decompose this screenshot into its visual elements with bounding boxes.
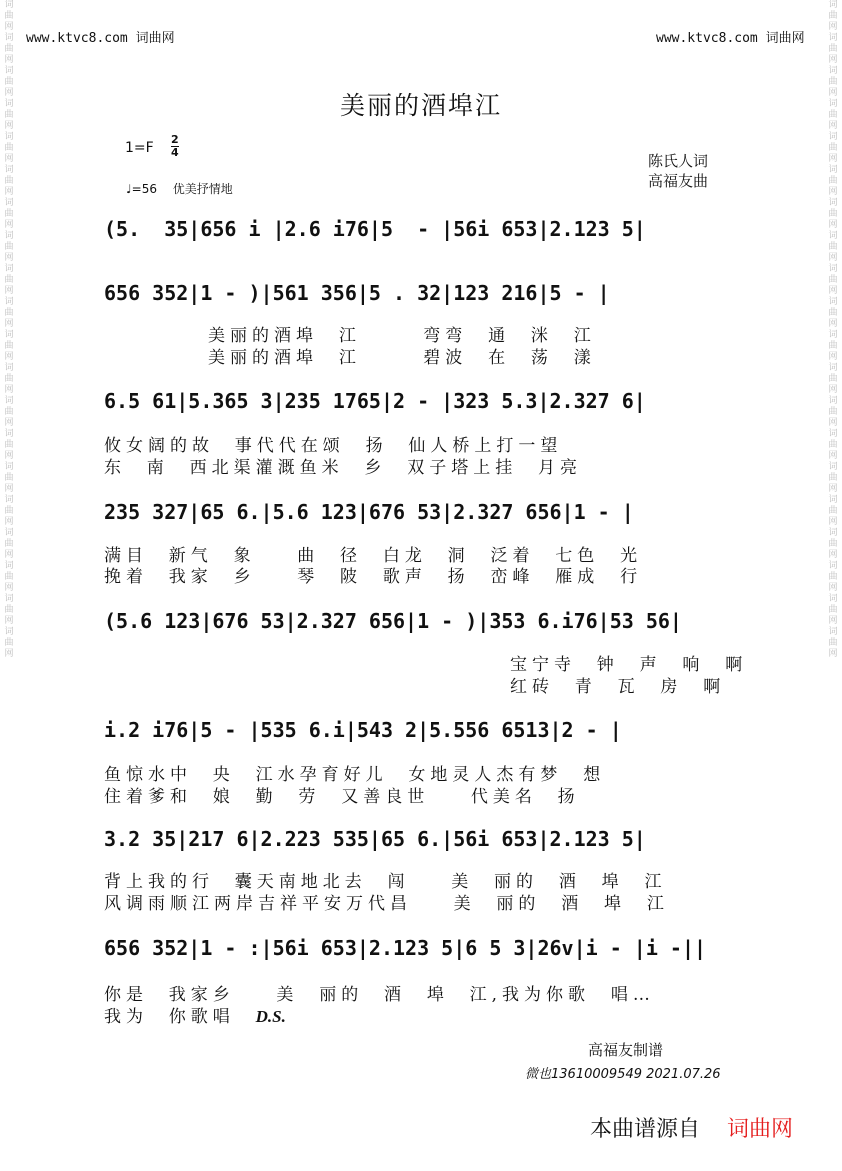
score-row-3: 6.5 61|5.365 3|235 1765|2 - |323 5.3|2.327 6| [104, 389, 646, 413]
score-row-1: (5. 35|656 i |2.6 i76|5 - |56i 653|2.123 5| [104, 217, 646, 241]
lyric-row-7-verse-1: 背上我的行 囊天南地北去 闯 美 丽的 酒 埠 江 [104, 872, 667, 892]
song-title: 美丽的酒埠江 [339, 91, 502, 120]
lyric-row-8-verse-2 [104, 1002, 744, 1027]
tempo-marking: ♩=56 优美抒情地 [126, 182, 233, 196]
lyric-row-3-verse-2: 东 南 西北渠灌溉鱼米 乡 双子塔上挂 月亮 [104, 458, 583, 478]
lyric-row-6-verse-1: 鱼惊水中 央 江水孕育好儿 女地灵人杰有梦 想 [104, 765, 606, 785]
score-row-6: i.2 i76|5 - |535 6.i|543 2|5.556 6513|2 - | [104, 718, 622, 742]
source-label: 本曲谱源自 [590, 1117, 701, 1142]
lyric-row-5-verse-1: 宝宁寺 钟 声 响 啊 [510, 655, 748, 675]
watermark-text: 词曲网 [4, 0, 14, 32]
lyricist-credit: 陈氏人词 [648, 152, 709, 170]
lyric-row-4-verse-1: 满目 新气 象 曲 径 白龙 洞 泛着 七色 光 [104, 546, 643, 566]
key-signature: 1=F [125, 140, 154, 156]
time-signature-bottom: 4 [171, 146, 179, 159]
watermark-strip-left: 词曲网 词曲网 词曲网 词曲网 词曲网 词曲网 词曲网 词曲网 词曲网 词曲网 词曲网 词曲网 词曲网 词曲网 词曲网 词曲网 词曲网 词曲网 词曲网 词曲网 [4, 0, 14, 659]
site-link-right[interactable]: www.ktvc8.com 词曲网 [656, 31, 805, 46]
score-row-2: 656 352|1 - )|561 356|5 . 32|123 216|5 - | [104, 281, 610, 305]
lyric-row-3-verse-1: 攸女阔的故 事代代在颂 扬 仙人桥上打一望 [104, 436, 563, 456]
composer-credit: 高福友曲 [648, 172, 709, 190]
lyric-row-5-verse-2: 红砖 青 瓦 房 啊 [510, 677, 726, 697]
lyric-row-8-verse-1: 你是 我家乡 美 丽的 酒 埠 江,我为你歌 唱… [104, 985, 655, 1005]
score-row-4: 235 327|65 6.|5.6 123|676 53|2.327 656|1 - | [104, 500, 634, 524]
time-signature-top: 2 [171, 133, 179, 146]
time-signature [171, 134, 179, 159]
source-brand-link[interactable]: 词曲网 [727, 1117, 794, 1142]
watermark-strip-right: 词曲网 词曲网 词曲网 词曲网 词曲网 词曲网 词曲网 词曲网 词曲网 词曲网 词曲网 词曲网 词曲网 词曲网 词曲网 词曲网 词曲网 词曲网 词曲网 词曲网 [828, 0, 838, 659]
score-row-5: (5.6 123|676 53|2.327 656|1 - )|353 6.i76|53 56| [104, 609, 682, 633]
transcriber-credit: 高福友制谱 [588, 1041, 664, 1059]
lyric-row-7-verse-2: 风调雨顺江两岸吉祥平安万代昌 美 丽的 酒 埠 江 [104, 894, 669, 914]
score-row-7: 3.2 35|217 6|2.223 535|65 6.|56i 653|2.123 5| [104, 827, 646, 851]
lyric-row-4-verse-2: 挽着 我家 乡 琴 陂 歌声 扬 峦峰 雁成 行 [104, 567, 643, 587]
contact-line: 微也13610009549 2021.07.26 [525, 1067, 721, 1082]
lyric-row-6-verse-2: 住着爹和 娘 勤 劳 又善良世 代美名 扬 [104, 787, 580, 807]
site-link-left[interactable]: www.ktvc8.com 词曲网 [26, 31, 175, 46]
score-row-8: 656 352|1 - :|56i 653|2.123 5|6 5 3|26v|i - |i -|| [104, 936, 707, 960]
lyric-row-2-verse-2: 美丽的酒埠 江 碧波 在 荡 漾 [104, 348, 596, 368]
dal-segno-mark: D.S. [255, 1007, 286, 1026]
lyric-row-8-verse-2-text: 我为 你歌唱 [104, 1007, 235, 1027]
lyric-row-2-verse-1: 美丽的酒埠 江 弯弯 通 洣 江 [104, 326, 596, 346]
